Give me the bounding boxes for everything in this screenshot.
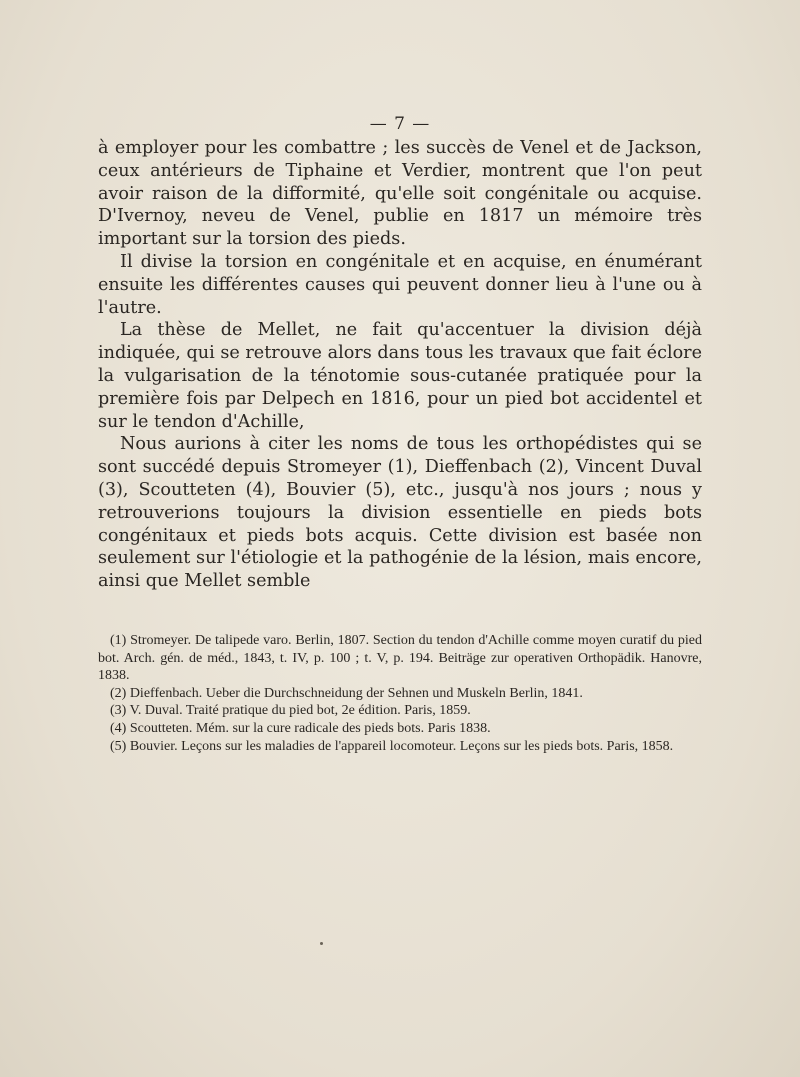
- ink-speck: [320, 942, 323, 945]
- footnote: (4) Scoutteten. Mém. sur la cure radicale des pieds bots. Paris 1838.: [110, 720, 491, 736]
- page-number: — 7 —: [369, 114, 431, 134]
- paragraph: La thèse de Mellet, ne fait qu'accentuer la division déjà indiquée, qui se retrouve alors dans tous les travaux que fait éclore la vulgarisation de la ténotomie sous-cutanée pratiquée pour la première fois par Delpech en 1816, pour un pied bot accidentel et sur le tendon d'Achille,: [98, 320, 702, 432]
- footnote: (1) Stromeyer. De talipede varo. Berlin, 1807. Section du tendon d'Achille comme moyen curatif du pied bot. Arch. gén. de méd., 1843, t. IV, p. 100 ; t. V, p. 194. Beiträge zur operativen Orthopädik. Hanovre, 1838.: [98, 633, 702, 684]
- footnote: (2) Dieffenbach. Ueber die Durchschneidung der Sehnen und Muskeln Berlin, 1841.: [110, 685, 583, 701]
- paragraph: Nous aurions à citer les noms de tous les orthopédistes qui se sont succédé depuis Stromeyer (1), Dieffenbach (2), Vincent Duval (3), Scoutteten (4), Bouvier (5), etc., jusqu'à nos jours ; nous y retrouverions toujours la division essentielle en pieds bots congénitaux et pieds bots acquis. Cette division est basée non seulement sur l'étiologie et la pathogénie de la lésion, mais encore, ainsi que Mellet semble: [98, 434, 702, 592]
- body-text: [98, 137, 702, 593]
- footnotes: [98, 632, 702, 755]
- paragraph: à employer pour les combattre ; les succès de Venel et de Jackson, ceux antérieurs de Tiphaine et Verdier, montrent que l'on peut avoir raison de la difformité, qu'elle soit congénitale ou acquise. D'Ivernoy, neveu de Venel, publie en 1817 un mémoire très important sur la torsion des pieds.: [98, 138, 702, 250]
- paragraph: Il divise la torsion en congénitale et en acquise, en énumérant ensuite les différentes causes qui peuvent donner lieu à l'une ou à l'autre.: [98, 251, 702, 318]
- footnote: (3) V. Duval. Traité pratique du pied bot, 2e édition. Paris, 1859.: [110, 703, 471, 719]
- footnote: (5) Bouvier. Leçons sur les maladies de l'appareil locomoteur. Leçons sur les pieds bots. Paris, 1858.: [110, 738, 674, 754]
